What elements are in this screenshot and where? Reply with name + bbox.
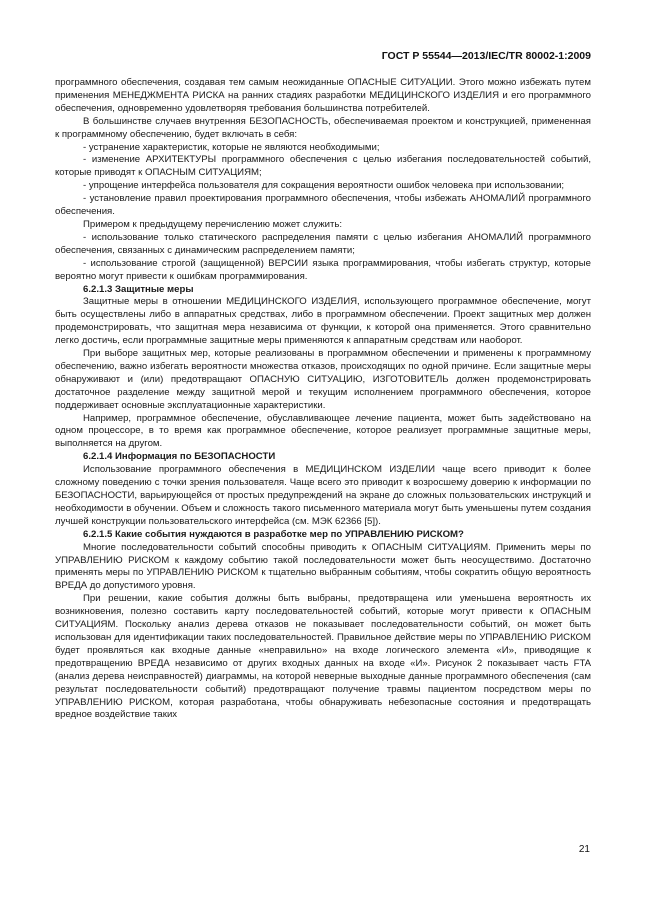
list-item: - устранение характеристик, которые не являются необходимыми;	[83, 141, 380, 153]
standard-header: ГОСТ Р 55544—2013/IEC/TR 80002-1:2009	[381, 50, 591, 62]
section-heading: 6.2.1.3 Защитные меры	[83, 283, 194, 295]
paragraph: программного обеспечения, создавая тем самым неожиданные ОПАСНЫЕ СИТУАЦИИ. Этого можно избежать путем применения МЕНЕДЖМЕНТА РИСКА на ранних стадиях разработки МЕДИЦИНСКОГО ИЗДЕЛИЯ и его программного обеспечения, одновременно удовлетворяя требования большинства потребителей.	[55, 77, 591, 114]
section-heading: 6.2.1.4 Информация по БЕЗОПАСНОСТИ	[83, 451, 276, 463]
paragraph: В большинстве случаев внутренняя БЕЗОПАСНОСТЬ, обеспечиваемая проектом и конструкцией, примененная к программному обеспечению, будет включать в себя:	[55, 115, 591, 140]
paragraph: Многие последовательности событий способны приводить к ОПАСНЫМ СИТУАЦИЯМ. Применить меры по УПРАВЛЕНИЮ РИСКОМ к каждому событию такой последовательности может быть неосуществимо. Достаточно применять меры по УПРАВЛЕНИЮ РИСКОМ к тщательно выбранным событиям, чтобы сократить общую вероятность ВРЕДА до допустимого уровня.	[55, 541, 591, 592]
list-item: - установление правил проектирования программного обеспечения, чтобы избежать АНОМАЛИЙ программного обеспечения.	[55, 193, 591, 218]
list-item: - использование только статического распределения памяти с целью избегания АНОМАЛИЙ программного обеспечения, связанных с динамическим распределением памяти;	[55, 231, 591, 256]
paragraph: Примером к предыдущему перечислению может служить:	[83, 218, 343, 230]
paragraph: Например, программное обеспечение, обуславливающее лечение пациента, может быть задействовано на одном процессоре, в то время как программное обеспечение, которое реализует программные защитные меры, выполняется на другом.	[55, 412, 591, 450]
section-heading: 6.2.1.5 Какие события нуждаются в разработке мер по УПРАВЛЕНИЮ РИСКОМ?	[83, 528, 464, 540]
paragraph: При решении, какие события должны быть выбраны, предотвращена или уменьшена вероятность их возникновения, полезно составить карту последовательностей событий, которые могут привести к ОПАСНЫМ СИТУАЦИЯМ. Поскольку анализ дерева отказов не показывает последовательности событий, он может быть использован для идентификации таких последовательностей. Правильное действие меры по УПРАВЛЕНИЮ РИСКОМ будет проявляться как входные данные «неправильно» на входе логического элемента «И», приводящие к предотвращению ВРЕДА независимо от других входных данных на входе «И». Рисунок 2 показывает часть FTA (анализ дерева неисправностей) диаграммы, на которой неверные выходные данные программного обеспечения (сам результат последовательности событий) предотвращают получение травмы пациентом посредством меры по УПРАВЛЕНИЮ РИСКОМ, которая разработана, чтобы обнаруживать небезопасные состояния и предотвращать вредное воздействие таких	[55, 593, 591, 721]
paragraph: При выборе защитных мер, которые реализованы в программном обеспечении и применены к программному обеспечению, важно избегать вероятности множества отказов, происходящих по одной причине. Если защитные меры обнаруживают и (или) предотвращают ОПАСНУЮ СИТУАЦИЮ, ИЗГОТОВИТЕЛЬ должен продемонстрировать достаточное разделение между защитной мерой и текущим исполнением программного обеспечения, которое поддерживает основные эксплуатационные характеристики.	[55, 348, 591, 411]
list-item: - упрощение интерфейса пользователя для сокращения вероятности ошибок человека при использовании;	[83, 180, 565, 192]
page-number: 21	[578, 844, 590, 855]
body-text	[55, 77, 591, 722]
list-item: - использование строгой (защищенной) ВЕРСИИ языка программирования, чтобы избегать структур, которые вероятно могут привести к ошибкам программирования.	[55, 257, 591, 282]
paragraph: Использование программного обеспечения в МЕДИЦИНСКОМ ИЗДЕЛИИ чаще всего приводит к более сложному поведению с точки зрения пользователя. Чаще всего это приводит к возросшему доверию к информации по БЕЗОПАСНОСТИ, варьирующейся от простых предупреждений на экране до сложных пользовательских инструкций и необходимости в обучении. Объем и сложность такого письменного материала могут быть уменьшены путем создания лучшей конструкции пользовательского интерфейса (см. МЭК 62366 [5]).	[55, 464, 591, 527]
list-item: - изменение АРХИТЕКТУРЫ программного обеспечения с целью избегания последовательностей событий, которые приводят к ОПАСНЫМ СИТУАЦИЯМ;	[55, 154, 591, 179]
paragraph: Защитные меры в отношении МЕДИЦИНСКОГО ИЗДЕЛИЯ, использующего программное обеспечение, могут быть осуществлены либо в аппаратных средствах, либо в программном обеспечении. Проект защитных мер должен продемонстрировать, что защитная мера независима от функции, к которой она применяется. Этого сравнительно легко достичь, если программные защитные меры применяются к аппаратным средствам или наоборот.	[55, 296, 591, 347]
